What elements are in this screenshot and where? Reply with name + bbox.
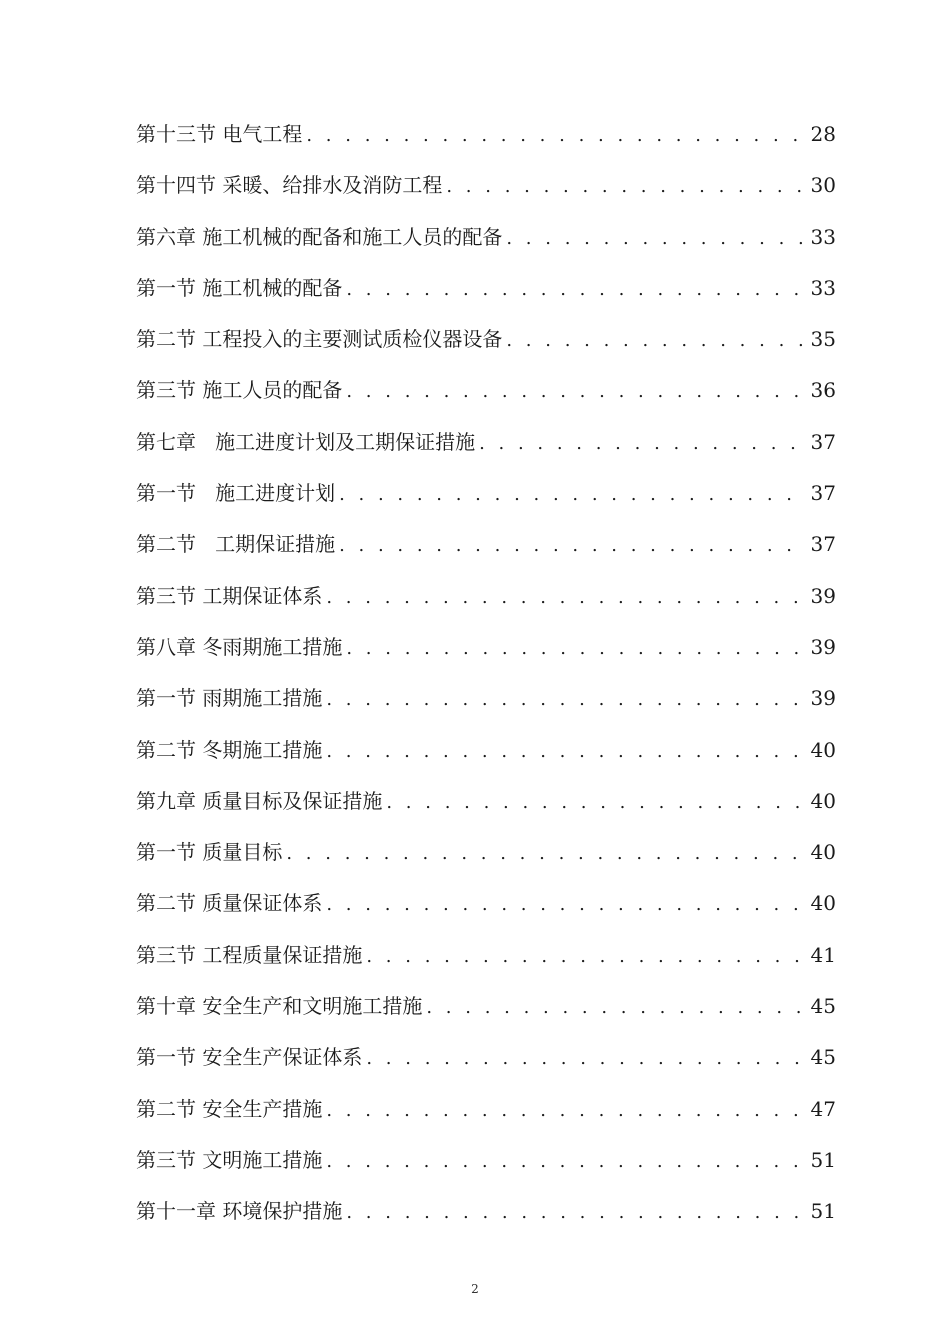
- toc-entry-title: 第三节 施工人员的配备: [136, 378, 343, 403]
- toc-entry-page: 41: [810, 942, 836, 967]
- toc-leader-dots: [326, 1091, 804, 1131]
- toc-leader-dots: [326, 578, 804, 618]
- toc-leader-dots: [326, 680, 804, 720]
- toc-entry[interactable]: [136, 781, 836, 832]
- toc-entry-title: 第二节 工期保证措施: [136, 532, 336, 557]
- toc-entry[interactable]: [136, 576, 836, 627]
- toc-entry-title: 第二节 冬期施工措施: [136, 737, 323, 762]
- table-of-contents: [136, 114, 836, 1243]
- toc-entry[interactable]: [136, 473, 836, 524]
- toc-leader-dots: [346, 372, 804, 412]
- toc-entry-page: 28: [810, 122, 836, 146]
- toc-leader-dots: [366, 937, 804, 977]
- toc-entry-page: 39: [810, 634, 836, 659]
- toc-entry-title: 第九章 质量目标及保证措施: [136, 788, 383, 813]
- toc-leader-dots: [506, 219, 804, 259]
- toc-entry[interactable]: [136, 1037, 836, 1088]
- toc-entry-title: 第十三节 电气工程: [136, 122, 303, 146]
- toc-entry-title: 第一节 雨期施工措施: [136, 686, 323, 711]
- toc-entry[interactable]: [136, 832, 836, 883]
- toc-entry-title: 第六章 施工机械的配备和施工人员的配备: [136, 224, 503, 249]
- toc-entry[interactable]: [136, 165, 836, 216]
- toc-entry-title: 第十四节 采暖、给排水及消防工程: [136, 173, 443, 198]
- toc-entry[interactable]: [136, 1140, 836, 1191]
- toc-entry[interactable]: [136, 524, 836, 575]
- toc-entry[interactable]: [136, 986, 836, 1037]
- toc-entry[interactable]: [136, 268, 836, 319]
- toc-entry[interactable]: [136, 370, 836, 421]
- toc-entry-page: 40: [810, 891, 836, 916]
- toc-entry-page: 30: [810, 173, 836, 198]
- toc-entry-page: 39: [810, 583, 836, 608]
- toc-entry-title: 第八章 冬雨期施工措施: [136, 634, 343, 659]
- toc-leader-dots: [326, 732, 804, 772]
- toc-entry-title: 第一节 施工进度计划: [136, 481, 336, 506]
- toc-entry[interactable]: [136, 678, 836, 729]
- toc-entry-title: 第三节 工期保证体系: [136, 583, 323, 608]
- toc-entry-page: 37: [810, 429, 836, 454]
- toc-leader-dots: [479, 424, 804, 464]
- toc-entry[interactable]: [136, 114, 836, 165]
- toc-leader-dots: [326, 1142, 804, 1182]
- toc-entry-page: 47: [810, 1096, 836, 1121]
- toc-leader-dots: [286, 834, 804, 874]
- toc-entry-page: 37: [810, 481, 836, 506]
- toc-entry-page: 33: [810, 275, 836, 300]
- toc-entry-title: 第十一章 环境保护措施: [136, 1199, 343, 1224]
- toc-entry[interactable]: [136, 217, 836, 268]
- toc-entry[interactable]: [136, 627, 836, 678]
- toc-entry-title: 第二节 质量保证体系: [136, 891, 323, 916]
- toc-entry[interactable]: [136, 935, 836, 986]
- toc-leader-dots: [306, 116, 804, 156]
- toc-entry[interactable]: [136, 883, 836, 934]
- toc-leader-dots: [346, 270, 804, 310]
- toc-entry-page: 40: [810, 840, 836, 865]
- toc-entry-title: 第一节 安全生产保证体系: [136, 1045, 363, 1070]
- toc-entry[interactable]: [136, 730, 836, 781]
- toc-leader-dots: [346, 629, 804, 669]
- toc-leader-dots: [339, 475, 804, 515]
- toc-leader-dots: [339, 526, 804, 566]
- toc-entry-page: 40: [810, 737, 836, 762]
- toc-leader-dots: [346, 1193, 804, 1233]
- toc-entry-page: 36: [810, 378, 836, 403]
- toc-entry-title: 第三节 文明施工措施: [136, 1147, 323, 1172]
- toc-entry-title: 第二节 工程投入的主要测试质检仪器设备: [136, 327, 503, 352]
- toc-entry-page: 51: [810, 1199, 836, 1224]
- toc-entry[interactable]: [136, 1191, 836, 1242]
- toc-entry-title: 第一节 质量目标: [136, 840, 283, 865]
- page-number: 2: [471, 1282, 479, 1296]
- toc-entry-page: 45: [810, 994, 836, 1019]
- toc-entry-page: 39: [810, 686, 836, 711]
- toc-entry-title: 第七章 施工进度计划及工期保证措施: [136, 429, 476, 454]
- toc-entry-page: 35: [810, 327, 836, 352]
- toc-entry-page: 40: [810, 788, 836, 813]
- toc-leader-dots: [426, 988, 804, 1028]
- toc-leader-dots: [326, 885, 804, 925]
- toc-entry[interactable]: [136, 1089, 836, 1140]
- toc-leader-dots: [386, 783, 804, 823]
- toc-entry[interactable]: [136, 319, 836, 370]
- toc-entry[interactable]: [136, 422, 836, 473]
- toc-entry-page: 37: [810, 532, 836, 557]
- toc-entry-page: 51: [810, 1147, 836, 1172]
- toc-leader-dots: [506, 321, 804, 361]
- toc-entry-page: 45: [810, 1045, 836, 1070]
- toc-entry-page: 33: [810, 224, 836, 249]
- toc-leader-dots: [446, 167, 804, 207]
- toc-entry-title: 第一节 施工机械的配备: [136, 275, 343, 300]
- toc-entry-title: 第十章 安全生产和文明施工措施: [136, 994, 423, 1019]
- toc-entry-title: 第二节 安全生产措施: [136, 1096, 323, 1121]
- toc-leader-dots: [366, 1039, 804, 1079]
- toc-entry-title: 第三节 工程质量保证措施: [136, 942, 363, 967]
